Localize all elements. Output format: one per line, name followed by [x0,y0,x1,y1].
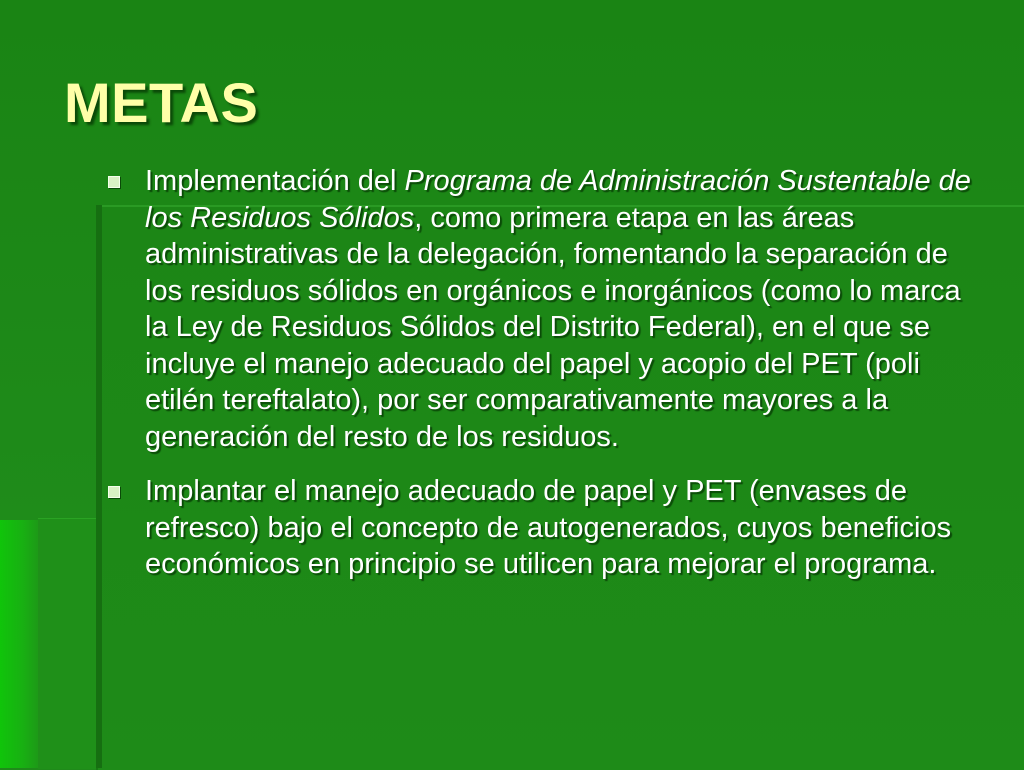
bullet-text-end: , como primera etapa en las áreas administrativas de la delegación, fomentando la separación de los residuos sólidos en orgánicos e inorgánicos (como lo marca la Ley de Residuos Sólidos del Distrito Federal), en el que se incluye el manejo adecuado del papel y acopio del PET (poli etilén tereftalato), por ser comparativamente mayores a la generación del resto de los residuos. [145,201,961,453]
square-bullet-icon [108,486,120,498]
bullet-text-start: Implementación del [145,165,405,197]
slide-title: METAS [64,71,259,134]
bullet-list [100,163,980,601]
background-accent-strip [0,520,38,768]
bullet-text: Implantar el manejo adecuado de papel y PET (envases de refresco) bajo el concepto de autogenerados, cuyos beneficios económicos en principio se utilicen para mejorar el programa. [145,475,952,580]
square-bullet-icon [108,176,120,188]
program-name: Programa de Administración Sustentable de los Residuos Sólidos [145,165,971,234]
bullet-item [100,473,980,583]
bullet-item [100,163,980,455]
